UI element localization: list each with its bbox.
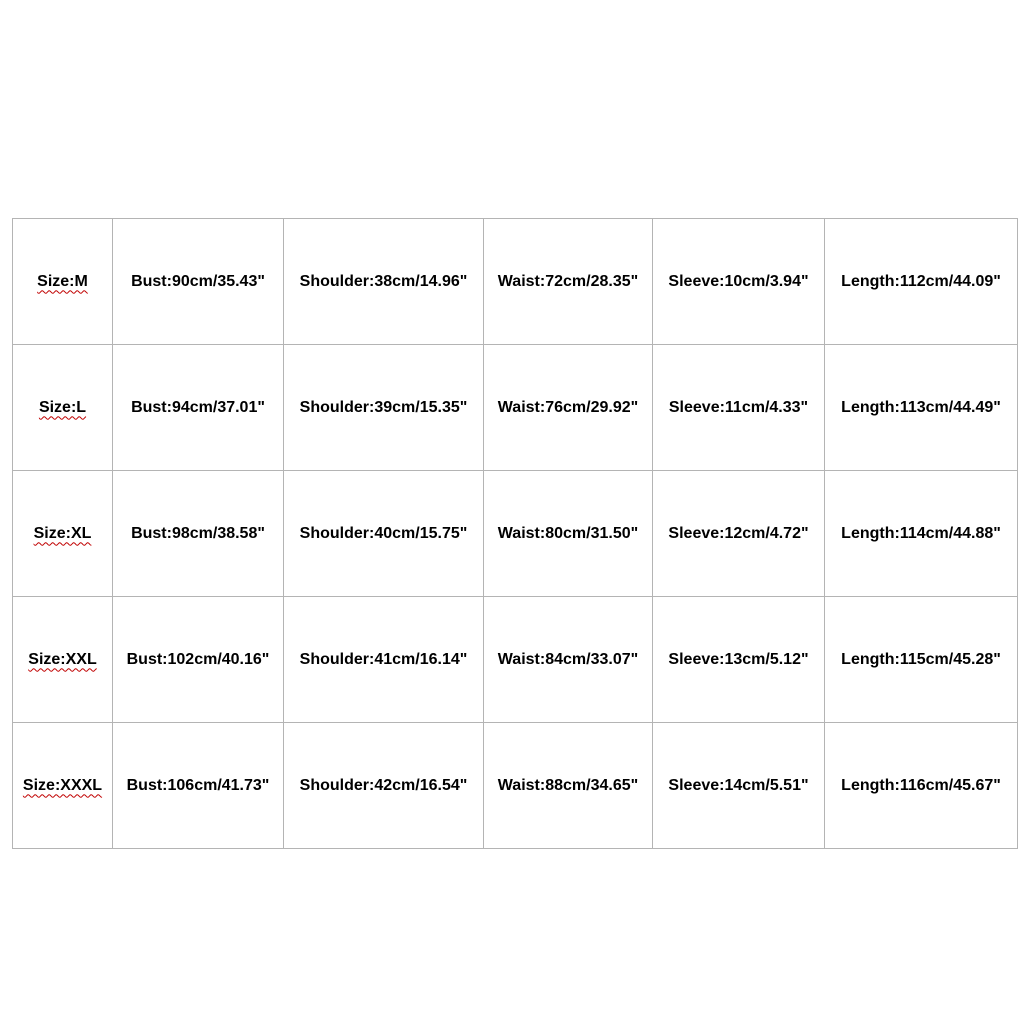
waist-cell: Waist:80cm/31.50": [484, 471, 653, 597]
size-cell: [13, 471, 113, 597]
shoulder-cell: Shoulder:39cm/15.35": [284, 345, 484, 471]
table-row: [13, 345, 1018, 471]
size-label: Size:XXXL: [22, 776, 103, 794]
size-label: Size:XL: [33, 524, 92, 542]
waist-cell: Waist:72cm/28.35": [484, 219, 653, 345]
bust-cell: Bust:90cm/35.43": [113, 219, 284, 345]
length-cell: Length:115cm/45.28": [825, 597, 1018, 723]
sleeve-cell: Sleeve:13cm/5.12": [653, 597, 825, 723]
bust-cell: Bust:102cm/40.16": [113, 597, 284, 723]
waist-cell: Waist:84cm/33.07": [484, 597, 653, 723]
size-cell: [13, 345, 113, 471]
length-cell: Length:113cm/44.49": [825, 345, 1018, 471]
bust-cell: Bust:98cm/38.58": [113, 471, 284, 597]
sleeve-cell: Sleeve:12cm/4.72": [653, 471, 825, 597]
size-cell: [13, 597, 113, 723]
waist-cell: Waist:76cm/29.92": [484, 345, 653, 471]
sleeve-cell: Sleeve:10cm/3.94": [653, 219, 825, 345]
bust-cell: Bust:106cm/41.73": [113, 723, 284, 849]
size-cell: [13, 723, 113, 849]
waist-cell: Waist:88cm/34.65": [484, 723, 653, 849]
shoulder-cell: Shoulder:42cm/16.54": [284, 723, 484, 849]
table-row: [13, 471, 1018, 597]
size-label: Size:M: [37, 272, 88, 290]
table-row: [13, 219, 1018, 345]
length-cell: Length:116cm/45.67": [825, 723, 1018, 849]
length-cell: Length:114cm/44.88": [825, 471, 1018, 597]
size-label: Size:L: [38, 398, 87, 416]
sleeve-cell: Sleeve:11cm/4.33": [653, 345, 825, 471]
size-chart-table: [12, 218, 1018, 849]
size-label: Size:XXL: [28, 650, 97, 668]
sleeve-cell: Sleeve:14cm/5.51": [653, 723, 825, 849]
shoulder-cell: Shoulder:38cm/14.96": [284, 219, 484, 345]
length-cell: Length:112cm/44.09": [825, 219, 1018, 345]
shoulder-cell: Shoulder:40cm/15.75": [284, 471, 484, 597]
table-row: [13, 723, 1018, 849]
shoulder-cell: Shoulder:41cm/16.14": [284, 597, 484, 723]
table-row: [13, 597, 1018, 723]
bust-cell: Bust:94cm/37.01": [113, 345, 284, 471]
size-cell: [13, 219, 113, 345]
